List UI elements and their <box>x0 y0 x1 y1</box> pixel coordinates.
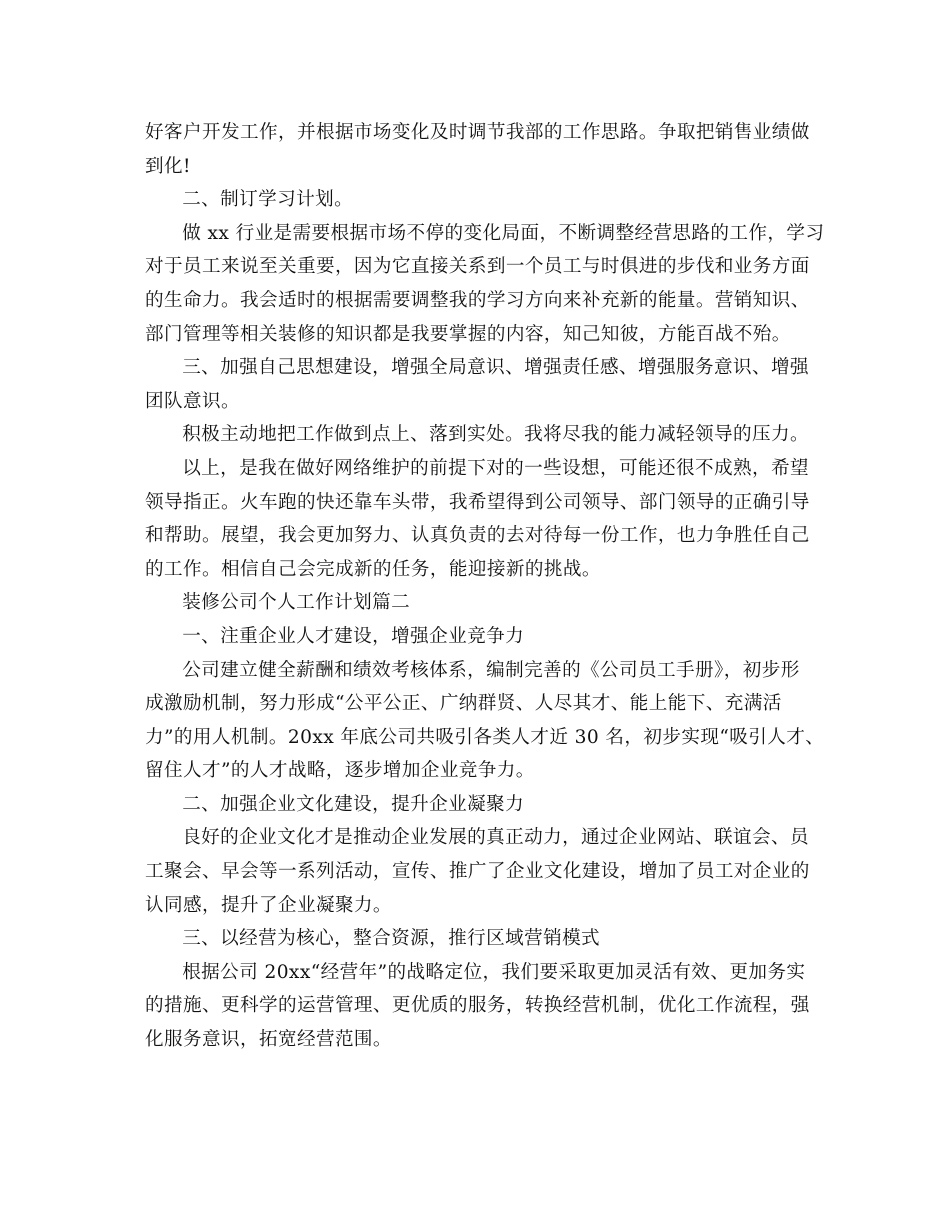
text-line: 三、加强自己思想建设，增强全局意识、增强责任感、增强服务意识、增强 <box>182 357 809 379</box>
text-line: 二、加强企业文化建设，提升企业凝聚力 <box>182 793 525 815</box>
text-line: 到化! <box>145 155 191 177</box>
text-line: 留住人才”的人才战略，逐步增加企业竞争力。 <box>145 760 535 782</box>
paragraph <box>145 217 825 351</box>
text-line: 和帮助。展望，我会更加努力、认真负责的去对待每一份工作，也力争胜任自己 <box>145 525 810 547</box>
text-line: 做 xx 行业是需要根据市场不停的变化局面，不断调整经营思路的工作，学习 <box>182 222 825 244</box>
text-line: 三、以经营为核心，整合资源，推行区域营销模式 <box>182 928 601 950</box>
text-line: 装修公司个人工作计划篇二 <box>182 592 411 614</box>
text-line: 良好的企业文化才是推动企业发展的真正动力，通过企业网站、联谊会、员 <box>182 827 809 849</box>
paragraph <box>145 452 810 586</box>
paragraph <box>145 654 825 788</box>
text-line: 一、注重企业人才建设，增强企业竞争力 <box>182 625 525 647</box>
text-line: 的生命力。我会适时的根据需要调整我的学习方向来补充新的能量。营销知识、 <box>145 289 810 311</box>
text-line: 成激励机制，努力形成“公平公正、广纳群贤、人尽其才、能上能下、充满活 <box>145 693 782 715</box>
text-line: 力”的用人机制。20xx 年底公司共吸引各类人才近 30 名，初步实现“吸引人才、 <box>145 726 825 748</box>
text-line: 领导指正。火车跑的快还靠车头带，我希望得到公司领导、部门领导的正确引导 <box>145 491 810 513</box>
text-line: 的工作。相信自己会完成新的任务，能迎接新的挑战。 <box>145 558 601 580</box>
paragraph <box>145 788 805 822</box>
text-line: 认同感，提升了企业凝聚力。 <box>145 894 392 916</box>
text-line: 工聚会、早会等一系列活动，宣传、推广了企业文化建设，增加了员工对企业的 <box>145 861 810 883</box>
text-line: 化服务意识，拓宽经营范围。 <box>145 1029 392 1051</box>
text-line: 积极主动地把工作做到点上、落到实处。我将尽我的能力减轻领导的压力。 <box>182 424 809 446</box>
text-line: 以上，是我在做好网络维护的前提下对的一些设想，可能还很不成熟，希望 <box>182 457 809 479</box>
text-line: 好客户开发工作，并根据市场变化及时调节我部的工作思路。争取把销售业绩做 <box>145 122 810 143</box>
text-line: 团队意识。 <box>145 390 240 412</box>
paragraph <box>145 620 805 654</box>
text-line: 部门管理等相关装修的知识都是我要掌握的内容，知己知彼，方能百战不殆。 <box>145 323 791 345</box>
paragraph <box>145 351 809 418</box>
paragraph <box>145 821 810 922</box>
paragraph <box>145 922 805 956</box>
paragraph <box>145 956 810 1057</box>
text-line: 根据公司 20xx“经营年”的战略定位，我们要采取更加灵活有效、更加务实 <box>182 961 806 983</box>
document-body <box>145 116 825 1057</box>
paragraph <box>145 183 805 217</box>
text-line: 的措施、更科学的运营管理、更优质的服务，转换经营机制，优化工作流程，强 <box>145 995 810 1017</box>
text-line: 对于员工来说至关重要，因为它直接关系到一个员工与时俱进的步伐和业务方面 <box>145 256 810 278</box>
paragraph <box>145 418 809 452</box>
text-line: 公司建立健全薪酬和绩效考核体系，编制完善的《公司员工手册》，初步形 <box>182 659 800 681</box>
paragraph <box>145 116 810 183</box>
paragraph <box>145 586 805 620</box>
text-line: 二、制订学习计划。 <box>182 189 354 211</box>
